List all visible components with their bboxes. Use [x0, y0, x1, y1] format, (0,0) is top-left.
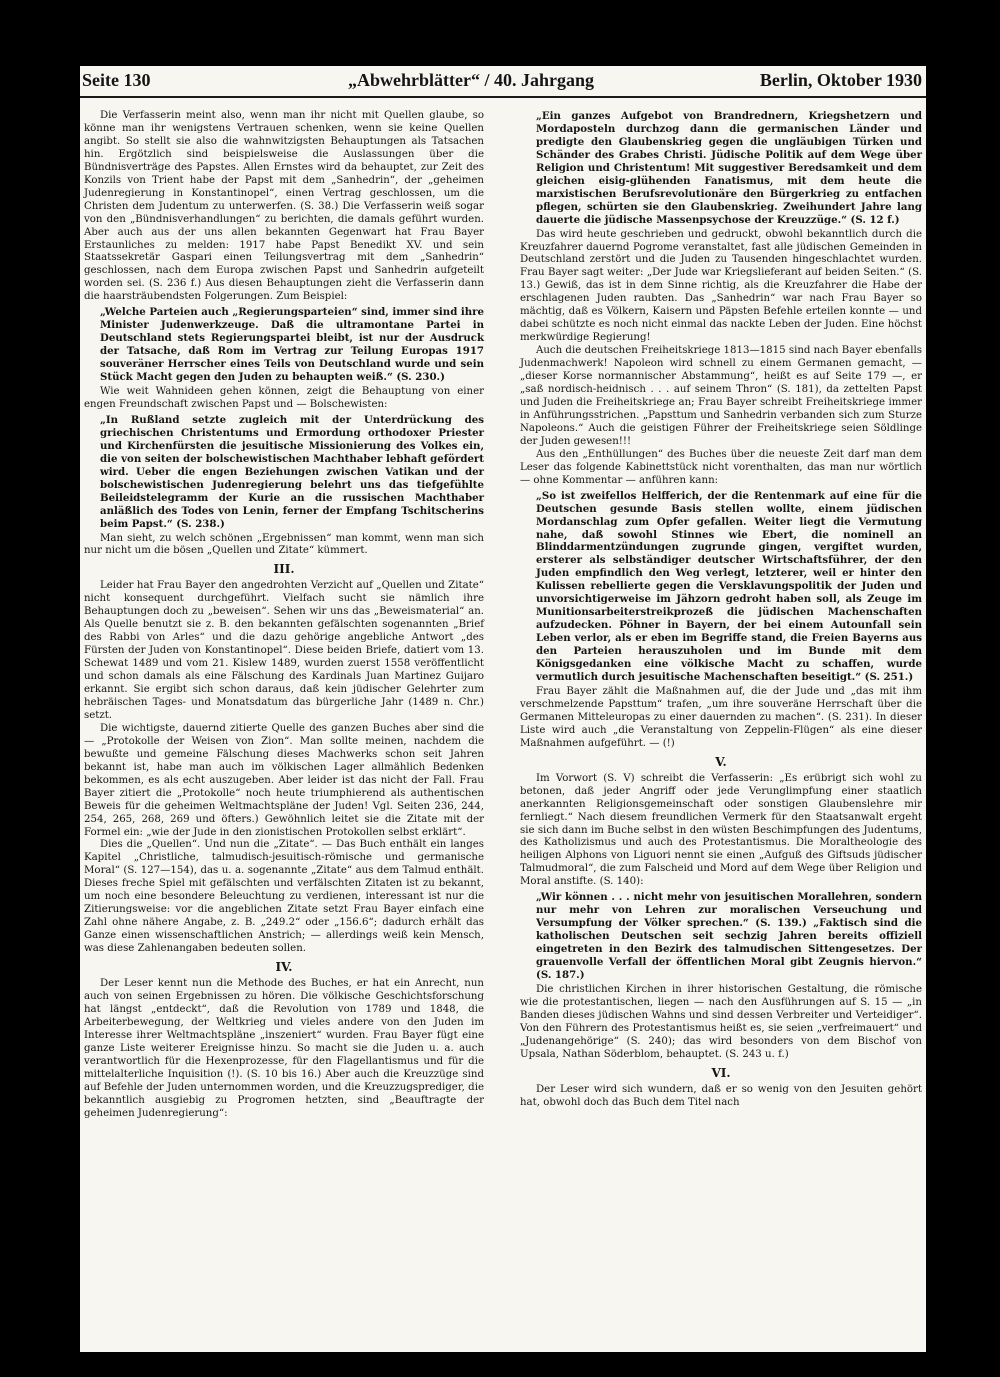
paragraph: Das wird heute geschrieben und gedruckt, obwohl bekanntlich durch die Kreuzfahrer dauernd Pogrome veranstaltet, fast alle jüdischen Gemeinden in Deutschland zerstört und die Juden zu Tausenden hingeschlachtet wurden. Frau Bayer sagt weiter: „Der Jude war Kriegslieferant auf beiden Seiten.“ (S. 13.) Gewiß, das ist in dem Sinne richtig, als die Kreuzfahrer die Habe der erschlagenen Juden raubten. Das „Sanhedrin“ war nach Frau Bayer so mächtig, daß es Völkern, Kaisern und Päpsten Befehle erteilen konnte — und dabei schützte es noch nicht einmal das nackte Leben der Juden. Eine höchst merkwürdige Regierung! — [520, 228, 922, 344]
paragraph: Im Vorwort (S. V) schreibt die Verfasserin: „Es erübrigt sich wohl zu betonen, daß jeder Angriff oder jede Verunglimpfung einer staatlich anerkannten Religionsgemeinschaft oder sonstigen Glaubenslehre mir fernliegt.“ Nach diesem freundlichen Vermerk für den Staatsanwalt ergeht sie sich dann im Buche selbst in den wüsten Beschimpfungen des Judentums, des Katholizismus und auch des Protestantismus. Die Moraltheologie des heiligen Alphons von Liguori nennt sie einen „Aufguß des Giftsuds jüdischer Talmudmoral“, die zum Falscheid und Mord auf dem Wege über Religion und Moral anstifte. (S. 140): — [520, 772, 922, 888]
paragraph: Leider hat Frau Bayer den angedrohten Verzicht auf „Quellen und Zitate“ nicht konsequent durchgeführt. Vielfach sucht sie nämlich ihre Behauptungen doch zu „beweisen“. Sehen wir uns das „Beweismaterial“ an. Als Quelle benutzt sie z. B. den bekannten gefälschten sogenannten „Brief des Rabbi von Arles“ und die dazu gehörige angebliche Antwort „des Fürsten der Juden von Konstantinopel“. Diese beiden Briefe, datiert vom 13. Schewat 1489 und vom 21. Kislew 1489, wurden zuerst 1558 veröffentlicht und schon damals als eine Fälschung des Kardinals Juan Martinez Guijaro erkannt. Sie ergibt sich schon daraus, daß kein jüdischer Gelehrter zum hebräischen Tages- und Monatsdatum das bürgerliche Jahr (1489 n. Chr.) setzt. — [84, 580, 484, 721]
quotation: „Ein ganzes Aufgebot von Brandrednern, Kriegshetzern und Mordaposteln durchzog dann die germanischen Länder und predigte den Glaubenskrieg gegen die ungläubigen Türken und Schänder des Grabes Christi. Jüdische Politik auf dem Wege über Religion und Christentum! Mit suggestiver Beredsamkeit und dem gleichen eisig-glühenden Fanatismus, mit dem heute die marxistischen Berufsrevolutionäre den Bürgerkrieg zu entfachen pflegen, schürten sie den Glaubenskrieg. Zweihundert Jahre lang dauerte die jüdische Massenpsychose der Kreuzzüge.“ (S. 12 f.) — [536, 110, 922, 226]
paragraph: Man sieht, zu welch schönen „Ergebnissen“ man kommt, wenn man sich nur nicht um die bösen „Quellen und Zitate“ kümmert. — [84, 532, 484, 557]
publication-title: „Abwehrblätter“ / 40. Jahrgang — [348, 70, 594, 90]
paragraph: Dies die „Quellen“. Und nun die „Zitate“. — Das Buch enthält ein langes Kapitel „Christliche, talmudisch-jesuitisch-römische und germanische Moral“ (S. 127—154), das u. a. sogenannte „Zitate“ aus dem Talmud enthält. Dieses freche Spiel mit gefälschten und verfälschten Zitaten ist zu bekannt, um noch eine besondere Beleuchtung zu verdienen, interessant ist nur die Zitierungsweise: vor die angeblichen Zitate setzt Frau Bayer einfach eine Zahl ohne nähere Angabe, z. B. „249.2“ oder „156.6“; dadurch erhält das Ganze einen wissenschaftlichen Anstrich; — allerdings weiß kein Mensch, was diese Zahlenangaben bedeuten sollen. — [84, 839, 484, 955]
place-date: Berlin, Oktober 1930 — [759, 70, 922, 90]
quotation: „So ist zweifellos Helfferich, der die Rentenmark auf eine für die Deutschen gesunde Basis stellen wollte, einem jüdischen Mordanschlag zum Opfer gefallen. Weiter liegt die Vermutung nahe, daß sowohl Stinnes wie Ebert, die nominell an Blinddarmentzündungen zugrunde gingen, vergiftet wurden, ersterer als selbständiger deutscher Wirtschaftsführer, der den Juden empfindlich den Weg verlegt, letzterer, weil er hinter den Kulissen rebellierte gegen die Versklavungspolitik der Juden und unvorsichtigerweise im Jähzorn gedroht haben soll, als Zeuge im Munitionsarbeiterstreikprozeß die jüdischen Machenschaften aufzudecken. Pöhner in Bayern, der bei einem Autounfall sein Leben verlor, als er eben im Begriffe stand, die Freien Bayerns aus den Parteien herauszuholen und im Bunde mit dem Königsgedanken eine völkische Macht zu schaffen, wurde vermutlich durch jesuitische Machenschaften beseitigt.“ (S. 251.) — [536, 489, 922, 683]
paragraph: Der Leser kennt nun die Methode des Buches, er hat ein Anrecht, nun auch von seinen Ergebnissen zu hören. Die völkische Geschichtsforschung hat längst „entdeckt“, daß die Revolution von 1789 und 1848, die Arbeiterbewegung, der Weltkrieg und vieles andere von den Juden im Interesse ihrer Weltmachtspläne „inszeniert“ wurden. Frau Bayer fügt eine ganze Liste weiterer Ereignisse hinzu. So macht sie die Juden u. a. auch verantwortlich für die Hexenprozesse, für den Flagellantismus und für die mittelalterliche Inquisition (!). (S. 10 bis 16.) Aber auch die Kreuzzüge sind auf Befehle der Juden unternommen worden, und die Kreuzzugsprediger, die bekanntlich ausgiebig zu Progromen hetzten, sind „Beauftragte der geheimen Judenregierung“: — [84, 978, 484, 1119]
paragraph: Wie weit Wahnideen gehen können, zeigt die Behauptung von einer engen Freundschaft zwischen Papst und — Bolschewisten: — [84, 386, 484, 410]
quotation: „Welche Parteien auch „Regierungsparteien“ sind, immer sind ihre Minister Judenwerkzeuge. Daß die ultramontane Partei in Deutschland stets Regierungspartei bleibt, ist nur der Ausdruck der Tatsache, daß Rom im Vertrag zur Teilung Europas 1917 souveräner Herrscher eines Teils von Deutschland wurde und sein Stück Macht gegen den Juden zu behaupten weiß.“ (S. 230.) — [100, 306, 484, 384]
section-heading: III. — [273, 562, 295, 577]
page-number: Seite 130 — [82, 70, 151, 90]
paragraph: Der Leser wird sich wundern, daß er so wenig von den Jesuiten gehört hat, obwohl doch das Buch dem Titel nach — [520, 1083, 922, 1108]
page-header — [80, 66, 926, 98]
section-heading: IV. — [275, 960, 293, 975]
paragraph: Die christlichen Kirchen in ihrer historischen Gestaltung, die römische wie die protestantischen, liegen — nach den Ausführungen auf S. 15 — „in Banden dieses jüdischen Wahns und sind dessen Verbreiter und Verteidiger“. Von den Führern des Protestantismus heißt es, sie seien „verfreimauert“ und „Judenangehörige“ (S. 240); das wird besonders von dem Bischof von Upsala, Nathan Söderblom, behauptet. (S. 243 u. f.) — [520, 983, 922, 1060]
section-heading: VI. — [711, 1065, 731, 1080]
paragraph: Frau Bayer zählt die Maßnahmen auf, die der Jude und „das mit ihm verschmelzende Papsttum“ trafen, „um ihre souveräne Herrschaft über die Germanen Mitteleuropas zu einer dauernden zu machen“. (S. 231). In dieser Liste wird auch „die Veranstaltung von Zeppelin-Flügen“ als eine dieser Maßnahmen aufgeführt. — (!) — [520, 685, 922, 749]
section-heading: V. — [715, 754, 727, 769]
paragraph: Aus den „Enthüllungen“ des Buches über die neueste Zeit darf man dem Leser das folgende Kabinettstück nicht vorenthalten, das man nur wörtlich — ohne Kommentar — anführen kann: — [520, 448, 922, 486]
paragraph: Auch die deutschen Freiheitskriege 1813—1815 sind nach Bayer ebenfalls Judenmachwerk! Napoleon wird schnell zu einem Germanen gemacht, — „dieser Korse normannischer Abstammung“, heißt es auf Seite 179 —, er „saß nordisch-heidnisch . . . auf seinem Thron“ (S. 181), da zettelten Papst und Juden die Freiheitskriege an; Frau Bayer schreibt Freiheitskriege immer in Anführungsstrichen. „Papsttum und Sanhedrin verbanden sich zum Sturze Napoleons.“ Auch die geistigen Führer der Freiheitskriege seien Söldlinge der Juden gewesen!!! — [520, 345, 922, 447]
quotation: „Wir können . . . nicht mehr von jesuitischen Morallehren, sondern nur mehr von Lehren zur moralischen Verseuchung und Versumpfung der Völker sprechen.“ (S. 139.) „Faktisch sind die katholischen Deutschen seit sechzig Jahren bereits offiziell eingetreten in den Bezirk des talmudischen Sittengesetzes. Der grauenvolle Verfall der öffentlichen Moral gibt Zeugnis hiervon.“ (S. 187.) — [536, 891, 922, 981]
quotation: „In Rußland setzte zugleich mit der Unterdrückung des griechischen Christentums und Ermordung orthodoxer Priester und Kirchenfürsten die jesuitische Missionierung des Volkes ein, die von seiten der bolschewistischen Machthaber lebhaft gefördert wird. Ueber die engen Beziehungen zwischen Vatikan und der bolschewistischen Judenregierung belehrt uns das tiefgefühlte Beileidstelegramm der Kurie an die russischen Machthaber anläßlich des Todes von Lenin, ferner der Empfang Tschitscherins beim Papst.“ (S. 238.) — [100, 413, 484, 530]
paragraph: Die Verfasserin meint also, wenn man ihr nicht mit Quellen glaube, so könne man ihr wenigstens Vertrauen schenken, wenn sie keine Quellen angibt. So stellt sie also die wahnwitzigsten Behauptungen als Tatsachen hin. Ergötzlich sind beispielsweise die Auslassungen über die Bündnisverträge des Papstes. Allen Ernstes wird da behauptet, zur Zeit des Konzils von Trient habe der Papst mit dem „Sanhedrin“, der „geheimen Judenregierung in Konstantinopel“, einen Vertrag geschlossen, um die Christen dem Judentum zu unterwerfen. (S. 38.) Die Verfasserin weiß sogar von den „Bündnisverhandlungen“ zu berichten, die damals geführt wurden. Aber auch aus der uns allen bekannten Gegenwart hat Frau Bayer Erstaunliches zu melden: 1917 habe Papst Benedikt XV. und sein Staatssekretär Gaspari einen Teilungsvertrag mit dem „Sanhedrin“ geschlossen, nach dem Europa zwischen Papst und Sanhedrin aufgeteilt worden sei. (S. 236 f.) Aus diesen Behauptungen zieht die Verfasserin dann die haarsträubendsten Folgerungen. Zum Beispiel: — [84, 110, 484, 303]
newspaper-page — [80, 66, 926, 1352]
left-column — [84, 110, 484, 1121]
right-column — [520, 110, 922, 1110]
paragraph: Die wichtigste, dauernd zitierte Quelle des ganzen Buches aber sind die — „Protokolle der Weisen von Zion“. Man sollte meinen, nachdem die bewußte und gemeine Fälschung dieses Machwerks schon seit Jahren bekannt ist, habe man auch im völkischen Lager allmählich Bedenken bekommen, es als echt auszugeben. Aber leider ist das nicht der Fall. Frau Bayer zitiert die „Protokolle“ noch heute triumphierend als authentischen Beweis für die geheimen Weltmachtspläne der Juden! Vgl. Seiten 236, 244, 254, 265, 268, 269 und öfters.) Gewöhnlich leitet sie die Zitate mit der Formel ein: „wie der Jude in den zionistischen Protokollen selbst erklärt“. — [84, 722, 484, 838]
